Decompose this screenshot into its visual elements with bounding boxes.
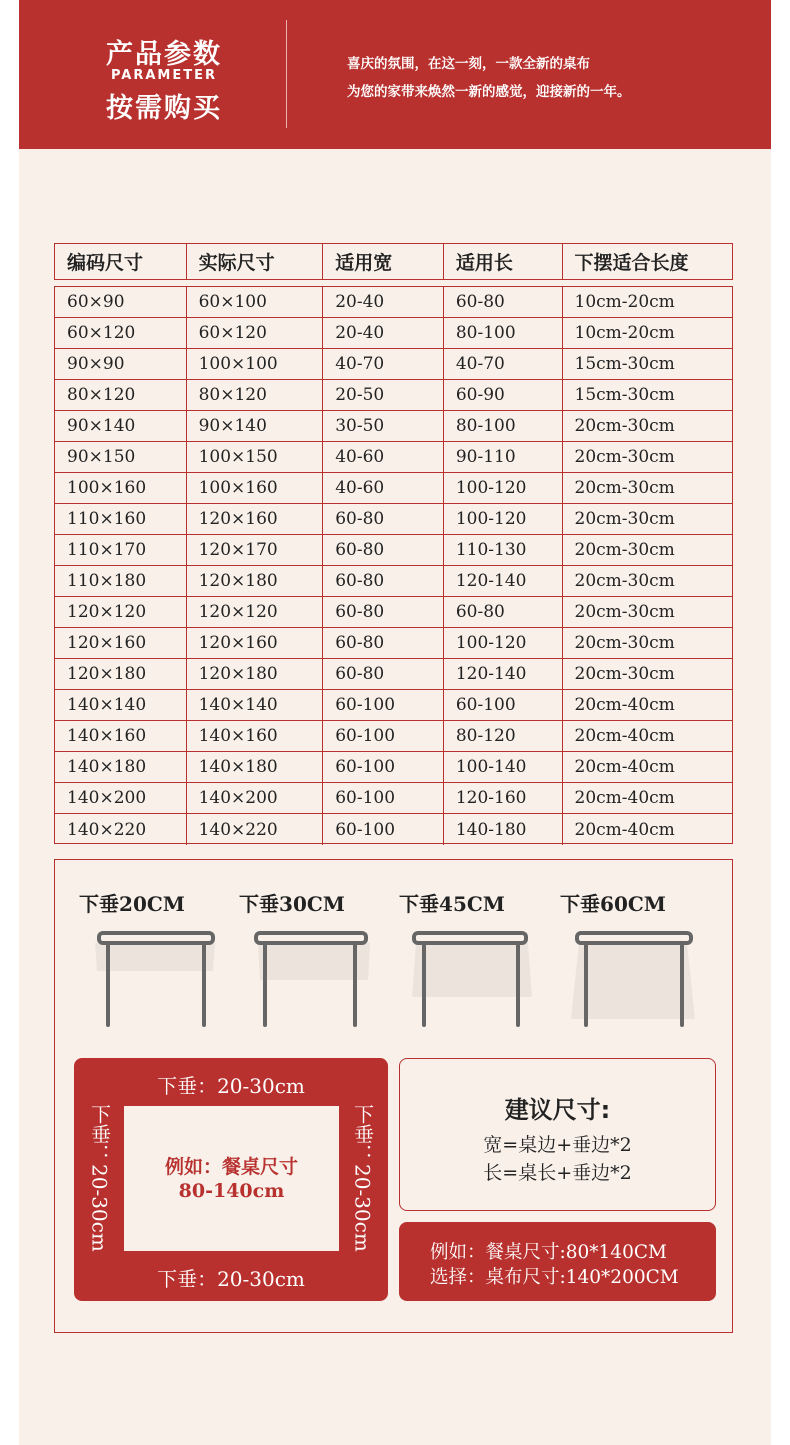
fit-width-cell: 60-80: [323, 504, 444, 534]
fit-width-cell: 20-40: [323, 287, 444, 317]
code-size-cell: 120×180: [55, 659, 187, 689]
code-size-cell: 140×160: [55, 721, 187, 751]
fit-width-cell: 60-80: [323, 566, 444, 596]
actual-size-cell: 140×200: [187, 783, 324, 813]
header-title-en: PARAMETER: [110, 68, 218, 83]
drop-length-cell: 20cm-30cm: [574, 571, 675, 591]
drop-length-cell: 20cm-30cm: [574, 478, 675, 498]
fit-width-cell: 40-60: [323, 442, 444, 472]
example-box: [399, 1222, 716, 1301]
code-size-cell: 110×160: [55, 504, 187, 534]
table-row: [55, 287, 732, 318]
actual-size-cell: 100×160: [187, 473, 324, 503]
actual-size-cell: 140×140: [187, 690, 324, 720]
diagram-top-label: 下垂：20-30cm: [157, 1074, 305, 1098]
table-row: [55, 566, 732, 597]
drop-label-45: 下垂45CM: [399, 892, 505, 916]
drop-guide-panel: [54, 859, 733, 1333]
table-drop-20-icon: [91, 925, 221, 1035]
fit-width-cell: 60-100: [323, 814, 444, 845]
table-row: [55, 597, 732, 628]
drop-label-20: 下垂20CM: [79, 892, 185, 916]
table-row: [55, 628, 732, 659]
code-size-cell: 140×180: [55, 752, 187, 782]
fit-length-cell: 100-140: [444, 752, 563, 782]
code-size-cell: 140×140: [55, 690, 187, 720]
drop-length-cell: 20cm-40cm: [574, 726, 675, 746]
fit-length-cell: 40-70: [444, 349, 563, 379]
actual-size-cell: 120×180: [187, 566, 324, 596]
fit-length-cell: 120-160: [444, 783, 563, 813]
fit-length-cell: 60-100: [444, 690, 563, 720]
diagram-table-top: [124, 1106, 339, 1251]
drop-length-cell: 15cm-30cm: [574, 354, 675, 374]
actual-size-cell: 120×120: [187, 597, 324, 627]
drop-length-cell: 10cm-20cm: [574, 323, 675, 343]
code-size-cell: 120×120: [55, 597, 187, 627]
actual-size-cell: 60×120: [187, 318, 324, 348]
actual-size-cell: 120×160: [187, 504, 324, 534]
header-cell-code-size: 编码尺寸: [55, 244, 187, 279]
drop-length-cell: 20cm-30cm: [574, 416, 675, 436]
suggest-title: 建议尺寸:: [504, 1096, 611, 1124]
fit-length-cell: 60-90: [444, 380, 563, 410]
size-table-header: [54, 243, 733, 280]
drop-length-cell: 20cm-30cm: [574, 447, 675, 467]
code-size-cell: 100×160: [55, 473, 187, 503]
fit-width-cell: 60-100: [323, 721, 444, 751]
actual-size-cell: 60×100: [187, 287, 324, 317]
header-cell-fit-width: 适用宽: [323, 244, 444, 279]
code-size-cell: 60×90: [55, 287, 187, 317]
header-cell-drop-length: 下摆适合长度: [574, 252, 689, 274]
fit-length-cell: 100-120: [444, 473, 563, 503]
table-row: [55, 349, 732, 380]
actual-size-cell: 80×120: [187, 380, 324, 410]
header-cell-actual-size: 实际尺寸: [187, 244, 324, 279]
header-subtitle-cn: 按需购买: [106, 93, 222, 124]
table-drop-30-icon: [250, 925, 380, 1035]
actual-size-cell: 140×220: [187, 814, 324, 845]
fit-length-cell: 120-140: [444, 566, 563, 596]
actual-size-cell: 100×150: [187, 442, 324, 472]
actual-size-cell: 120×160: [187, 628, 324, 658]
code-size-cell: 60×120: [55, 318, 187, 348]
suggest-width-formula: 宽=桌边+垂边*2: [483, 1134, 632, 1156]
fit-width-cell: 40-70: [323, 349, 444, 379]
size-table-body: [54, 286, 733, 844]
code-size-cell: 120×160: [55, 628, 187, 658]
actual-size-cell: 100×100: [187, 349, 324, 379]
drop-diagram: [74, 1058, 388, 1301]
fit-length-cell: 90-110: [444, 442, 563, 472]
table-row: [55, 380, 732, 411]
suggested-size-box: [399, 1058, 716, 1211]
actual-size-cell: 140×160: [187, 721, 324, 751]
table-row: [55, 318, 732, 349]
code-size-cell: 90×90: [55, 349, 187, 379]
fit-width-cell: 20-50: [323, 380, 444, 410]
code-size-cell: 110×170: [55, 535, 187, 565]
code-size-cell: 80×120: [55, 380, 187, 410]
fit-length-cell: 60-80: [444, 597, 563, 627]
code-size-cell: 90×150: [55, 442, 187, 472]
table-row: [55, 504, 732, 535]
fit-width-cell: 30-50: [323, 411, 444, 441]
actual-size-cell: 90×140: [187, 411, 324, 441]
header-banner: [19, 0, 771, 149]
fit-length-cell: 140-180: [444, 814, 563, 845]
drop-length-cell: 20cm-30cm: [574, 602, 675, 622]
diagram-right-label: 下垂：20-30cm: [350, 1104, 375, 1252]
fit-width-cell: 40-60: [323, 473, 444, 503]
code-size-cell: 140×220: [55, 814, 187, 845]
drop-length-cell: 20cm-40cm: [574, 695, 675, 715]
example-table-size: 例如：餐桌尺寸:80*140CM: [430, 1242, 667, 1263]
fit-length-cell: 60-80: [444, 287, 563, 317]
drop-length-cell: 20cm-30cm: [574, 664, 675, 684]
fit-width-cell: 60-80: [323, 535, 444, 565]
table-row: [55, 783, 732, 814]
fit-width-cell: 60-80: [323, 628, 444, 658]
table-row: [55, 814, 732, 845]
fit-width-cell: 60-100: [323, 783, 444, 813]
fit-length-cell: 110-130: [444, 535, 563, 565]
drop-length-cell: 15cm-30cm: [574, 385, 675, 405]
table-row: [55, 721, 732, 752]
fit-length-cell: 80-100: [444, 318, 563, 348]
fit-width-cell: 20-40: [323, 318, 444, 348]
suggest-length-formula: 长=桌长+垂边*2: [483, 1162, 632, 1184]
table-row: [55, 535, 732, 566]
actual-size-cell: 120×170: [187, 535, 324, 565]
diagram-center-line1: 例如：餐桌尺寸: [164, 1156, 298, 1178]
table-row: [55, 442, 732, 473]
drop-length-cell: 20cm-30cm: [574, 540, 675, 560]
fit-length-cell: 100-120: [444, 628, 563, 658]
drop-length-cell: 20cm-40cm: [574, 788, 675, 808]
header-desc-line1: 喜庆的氛围，在这一刻，一款全新的桌布: [347, 56, 590, 72]
diagram-center-line2: 80-140cm: [178, 1180, 285, 1202]
header-divider: [286, 20, 287, 128]
table-row: [55, 690, 732, 721]
header-desc-line2: 为您的家带来焕然一新的感觉，迎接新的一年。: [347, 84, 631, 100]
header-cell-fit-length: 适用长: [444, 244, 563, 279]
code-size-cell: 140×200: [55, 783, 187, 813]
drop-length-cell: 20cm-30cm: [574, 633, 675, 653]
table-row: [55, 473, 732, 504]
table-drop-45-icon: [408, 925, 538, 1035]
table-row: [55, 752, 732, 783]
drop-length-cell: 20cm-40cm: [574, 757, 675, 777]
drop-length-cell: 10cm-20cm: [574, 292, 675, 312]
diagram-left-label: 下垂：20-30cm: [87, 1104, 112, 1252]
diagram-bottom-label: 下垂：20-30cm: [157, 1267, 305, 1291]
page: [19, 0, 771, 1445]
code-size-cell: 110×180: [55, 566, 187, 596]
fit-length-cell: 100-120: [444, 504, 563, 534]
fit-width-cell: 60-80: [323, 597, 444, 627]
drop-length-cell: 20cm-40cm: [574, 819, 675, 840]
fit-length-cell: 80-100: [444, 411, 563, 441]
table-drop-60-icon: [569, 925, 699, 1035]
drop-label-60: 下垂60CM: [560, 892, 666, 916]
fit-width-cell: 60-100: [323, 690, 444, 720]
table-row: [55, 659, 732, 690]
code-size-cell: 90×140: [55, 411, 187, 441]
actual-size-cell: 140×180: [187, 752, 324, 782]
table-header-row: [55, 244, 732, 279]
table-row: [55, 411, 732, 442]
header-title-cn: 产品参数: [106, 39, 222, 70]
drop-label-30: 下垂30CM: [239, 892, 345, 916]
drop-length-cell: 20cm-30cm: [574, 509, 675, 529]
example-cloth-size: 选择：桌布尺寸:140*200CM: [430, 1267, 679, 1288]
fit-width-cell: 60-100: [323, 752, 444, 782]
actual-size-cell: 120×180: [187, 659, 324, 689]
fit-width-cell: 60-80: [323, 659, 444, 689]
fit-length-cell: 120-140: [444, 659, 563, 689]
fit-length-cell: 80-120: [444, 721, 563, 751]
